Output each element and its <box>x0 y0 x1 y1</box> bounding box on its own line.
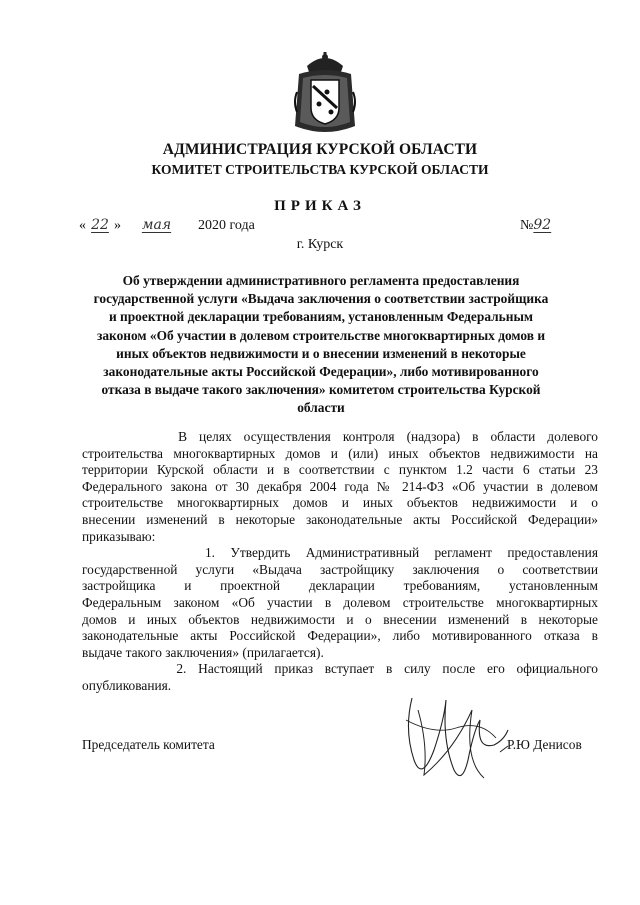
document-title <box>82 272 560 418</box>
document-number <box>520 217 573 234</box>
document-date <box>79 217 255 234</box>
body-line: Федерального закона от 30 декабря 2004 года № 214-ФЗ «Об участии в долевом <box>82 478 598 494</box>
title-line: области <box>297 400 345 416</box>
body-line: В целях осуществления контроля (надзора) в области долевого <box>82 429 598 444</box>
body-line: застройщика и проектной декларации требованиям, установленным <box>82 578 598 594</box>
signer-name: Р.Ю Денисов <box>507 737 582 752</box>
body-line: территории Курской области и в соответствии с пунктом 1.2 части 6 статьи 23 <box>82 462 598 478</box>
body-line: 2. Настоящий приказ вступает в силу после его официального <box>82 661 598 677</box>
body-line: строительства многоквартирных домов и (или) иных объектов недвижимости на <box>82 445 598 461</box>
number-prefix: № <box>520 218 534 233</box>
title-line: Об утверждении административного регламента предоставления <box>122 273 520 288</box>
title-line: отказа в выдаче такого заключения» комитетом строительства Курской <box>101 382 541 398</box>
title-line: и проектной декларации требованиям, установленным Федеральным <box>108 309 534 325</box>
title-line: законом «Об участии в долевом строительстве многоквартирных домов и <box>96 327 546 343</box>
body-line: государственной услуги «Выдача застройщику заключения о соответствии <box>82 561 598 577</box>
number-value: 92 <box>533 217 552 233</box>
document-type: ПРИКАЗ <box>274 198 366 214</box>
title-line: государственной услуги «Выдача заключения о соответствии застройщика <box>93 291 549 307</box>
date-day: 22 <box>91 217 109 233</box>
body-line: строительстве многоквартирных домов и иных объектов недвижимости и о <box>82 495 598 511</box>
date-year: 2020 года <box>198 218 255 233</box>
title-line: законодательные акты Российской Федерации», либо мотивированного <box>103 364 539 380</box>
signer-role: Председатель комитета <box>82 737 215 752</box>
body-line: законодательные акты Российской Федерации», либо мотивированного отказа в <box>82 628 598 644</box>
body-line: внесении изменений в некоторые законодательные акты Российской Федерации» <box>82 511 598 527</box>
kursk-oblast-coat-of-arms-icon <box>293 52 357 134</box>
org-subdivision: КОМИТЕТ СТРОИТЕЛЬСТВА КУРСКОЙ ОБЛАСТИ <box>151 162 489 177</box>
body-line: приказываю: <box>82 528 156 544</box>
org-name: АДМИНИСТРАЦИЯ КУРСКОЙ ОБЛАСТИ <box>162 141 478 158</box>
document-city: г. Курск <box>296 237 344 252</box>
body-line: 1. Утвердить Административный регламент предоставления <box>82 545 598 561</box>
quote-open: « <box>79 218 86 233</box>
date-month: мая <box>141 217 172 233</box>
quote-close: » <box>114 218 121 233</box>
body-line: Федеральным законом «Об участии в долевом строительстве многоквартирных <box>82 594 598 610</box>
body-line: домов и иных объектов недвижимости и о внесении изменений в некоторые <box>82 611 598 627</box>
title-line: иных объектов недвижимости и о внесении изменений в некоторые <box>116 345 526 361</box>
document-body <box>82 429 598 695</box>
handwritten-signature <box>384 690 524 790</box>
body-line: опубликования. <box>82 677 172 693</box>
body-line: выдаче такого заключения» (прилагается). <box>82 644 324 660</box>
